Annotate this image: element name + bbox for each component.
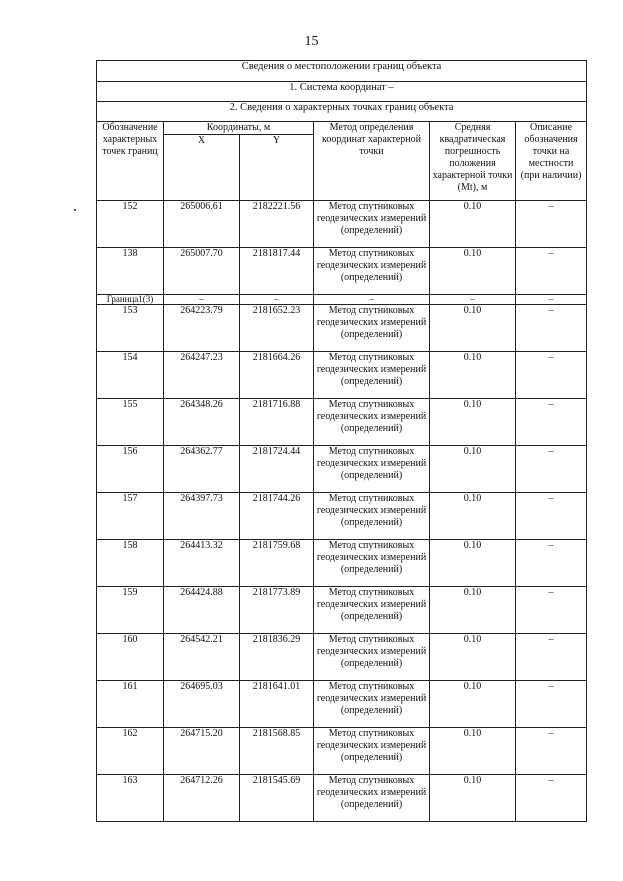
cell-point: 157: [97, 493, 164, 540]
page-number: 15: [304, 34, 319, 49]
cell-point: 163: [97, 775, 164, 822]
boundary-points-table: [96, 60, 587, 822]
cell-method: Метод спутниковых геодезических измерений (определений): [314, 201, 430, 248]
cell-x: 264424.88: [164, 587, 240, 634]
cell-y: 2181836.29: [240, 634, 314, 681]
cell-description: –: [516, 775, 587, 822]
cell-accuracy: 0.10: [430, 305, 516, 352]
cell-point: 153: [97, 305, 164, 352]
table-row: [97, 681, 587, 728]
cell-y: 2181716.88: [240, 399, 314, 446]
cell-accuracy: 0.10: [430, 446, 516, 493]
header-y: Y: [240, 135, 314, 201]
cell-description: –: [516, 399, 587, 446]
cell-y: 2181641.01: [240, 681, 314, 728]
cell-description: –: [516, 201, 587, 248]
cell-accuracy: 0.10: [430, 201, 516, 248]
cell-description: –: [516, 352, 587, 399]
cell-method: Метод спутниковых геодезических измерений (определений): [314, 248, 430, 295]
cell-y: 2181568.85: [240, 728, 314, 775]
cell-description: –: [516, 295, 587, 305]
cell-accuracy: 0.10: [430, 248, 516, 295]
cell-method: Метод спутниковых геодезических измерений (определений): [314, 352, 430, 399]
cell-description: –: [516, 493, 587, 540]
cell-x: 264362.77: [164, 446, 240, 493]
cell-y: 2181724.44: [240, 446, 314, 493]
cell-y: 2181759.68: [240, 540, 314, 587]
cell-accuracy: –: [430, 295, 516, 305]
cell-point: 161: [97, 681, 164, 728]
table-row: [97, 493, 587, 540]
cell-y: 2181817.44: [240, 248, 314, 295]
cell-description: –: [516, 681, 587, 728]
cell-point: 162: [97, 728, 164, 775]
header-x: X: [164, 135, 240, 201]
cell-accuracy: 0.10: [430, 634, 516, 681]
cell-point: 160: [97, 634, 164, 681]
cell-accuracy: 0.10: [430, 352, 516, 399]
table-row: [97, 399, 587, 446]
header-point: Обозначение характерных точек границ: [97, 122, 164, 201]
cell-method: Метод спутниковых геодезических измерений (определений): [314, 305, 430, 352]
cell-method: Метод спутниковых геодезических измерений (определений): [314, 775, 430, 822]
cell-x: 264712.26: [164, 775, 240, 822]
cell-y: 2181664.26: [240, 352, 314, 399]
cell-y: 2181545.69: [240, 775, 314, 822]
cell-x: 265007.70: [164, 248, 240, 295]
cell-description: –: [516, 634, 587, 681]
table-title: Сведения о местоположении границ объекта: [97, 61, 587, 82]
cell-method: Метод спутниковых геодезических измерений (определений): [314, 681, 430, 728]
coordinate-system-label: 1. Система координат –: [97, 82, 587, 102]
cell-point: Граница1(3): [97, 295, 164, 305]
cell-description: –: [516, 305, 587, 352]
cell-point: 159: [97, 587, 164, 634]
cell-method: Метод спутниковых геодезических измерений (определений): [314, 540, 430, 587]
cell-point: 155: [97, 399, 164, 446]
cell-accuracy: 0.10: [430, 587, 516, 634]
points-section-label: 2. Сведения о характерных точках границ объекта: [97, 102, 587, 122]
cell-point: 154: [97, 352, 164, 399]
cell-x: 264397.73: [164, 493, 240, 540]
cell-accuracy: 0.10: [430, 493, 516, 540]
table-row: [97, 201, 587, 248]
boundary-separator-row: [97, 295, 587, 305]
stray-dot: [74, 209, 76, 211]
cell-method: Метод спутниковых геодезических измерений (определений): [314, 728, 430, 775]
cell-accuracy: 0.10: [430, 540, 516, 587]
header-coords: Координаты, м: [164, 122, 314, 135]
cell-method: Метод спутниковых геодезических измерений (определений): [314, 634, 430, 681]
cell-x: 264223.79: [164, 305, 240, 352]
header-accuracy: Средняя квадратическая погрешность положения характерной точки (Mt), м: [430, 122, 516, 201]
cell-x: 264715.20: [164, 728, 240, 775]
cell-description: –: [516, 446, 587, 493]
cell-x: –: [164, 295, 240, 305]
cell-point: 138: [97, 248, 164, 295]
cell-accuracy: 0.10: [430, 681, 516, 728]
cell-x: 264542.21: [164, 634, 240, 681]
cell-accuracy: 0.10: [430, 728, 516, 775]
cell-description: –: [516, 540, 587, 587]
cell-description: –: [516, 587, 587, 634]
cell-method: Метод спутниковых геодезических измерений (определений): [314, 399, 430, 446]
table-row: [97, 587, 587, 634]
cell-x: 265006.61: [164, 201, 240, 248]
cell-description: –: [516, 248, 587, 295]
cell-accuracy: 0.10: [430, 775, 516, 822]
table-row: [97, 775, 587, 822]
cell-point: 156: [97, 446, 164, 493]
cell-y: –: [240, 295, 314, 305]
table-row: [97, 446, 587, 493]
cell-method: Метод спутниковых геодезических измерений (определений): [314, 446, 430, 493]
cell-x: 264247.23: [164, 352, 240, 399]
cell-y: 2181652.23: [240, 305, 314, 352]
cell-x: 264413.32: [164, 540, 240, 587]
table-row: [97, 634, 587, 681]
cell-y: 2181773.89: [240, 587, 314, 634]
header-description: Описание обозначения точки на местности (при наличии): [516, 122, 587, 201]
table-row: [97, 728, 587, 775]
table-row: [97, 305, 587, 352]
cell-y: 2181744.26: [240, 493, 314, 540]
cell-y: 2182221.56: [240, 201, 314, 248]
cell-method: –: [314, 295, 430, 305]
cell-x: 264695.03: [164, 681, 240, 728]
cell-description: –: [516, 728, 587, 775]
cell-x: 264348.26: [164, 399, 240, 446]
cell-point: 152: [97, 201, 164, 248]
cell-method: Метод спутниковых геодезических измерений (определений): [314, 587, 430, 634]
table-row: [97, 248, 587, 295]
cell-method: Метод спутниковых геодезических измерений (определений): [314, 493, 430, 540]
header-method: Метод определения координат характерной точки: [314, 122, 430, 201]
table-row: [97, 540, 587, 587]
table-row: [97, 352, 587, 399]
cell-point: 158: [97, 540, 164, 587]
cell-accuracy: 0.10: [430, 399, 516, 446]
